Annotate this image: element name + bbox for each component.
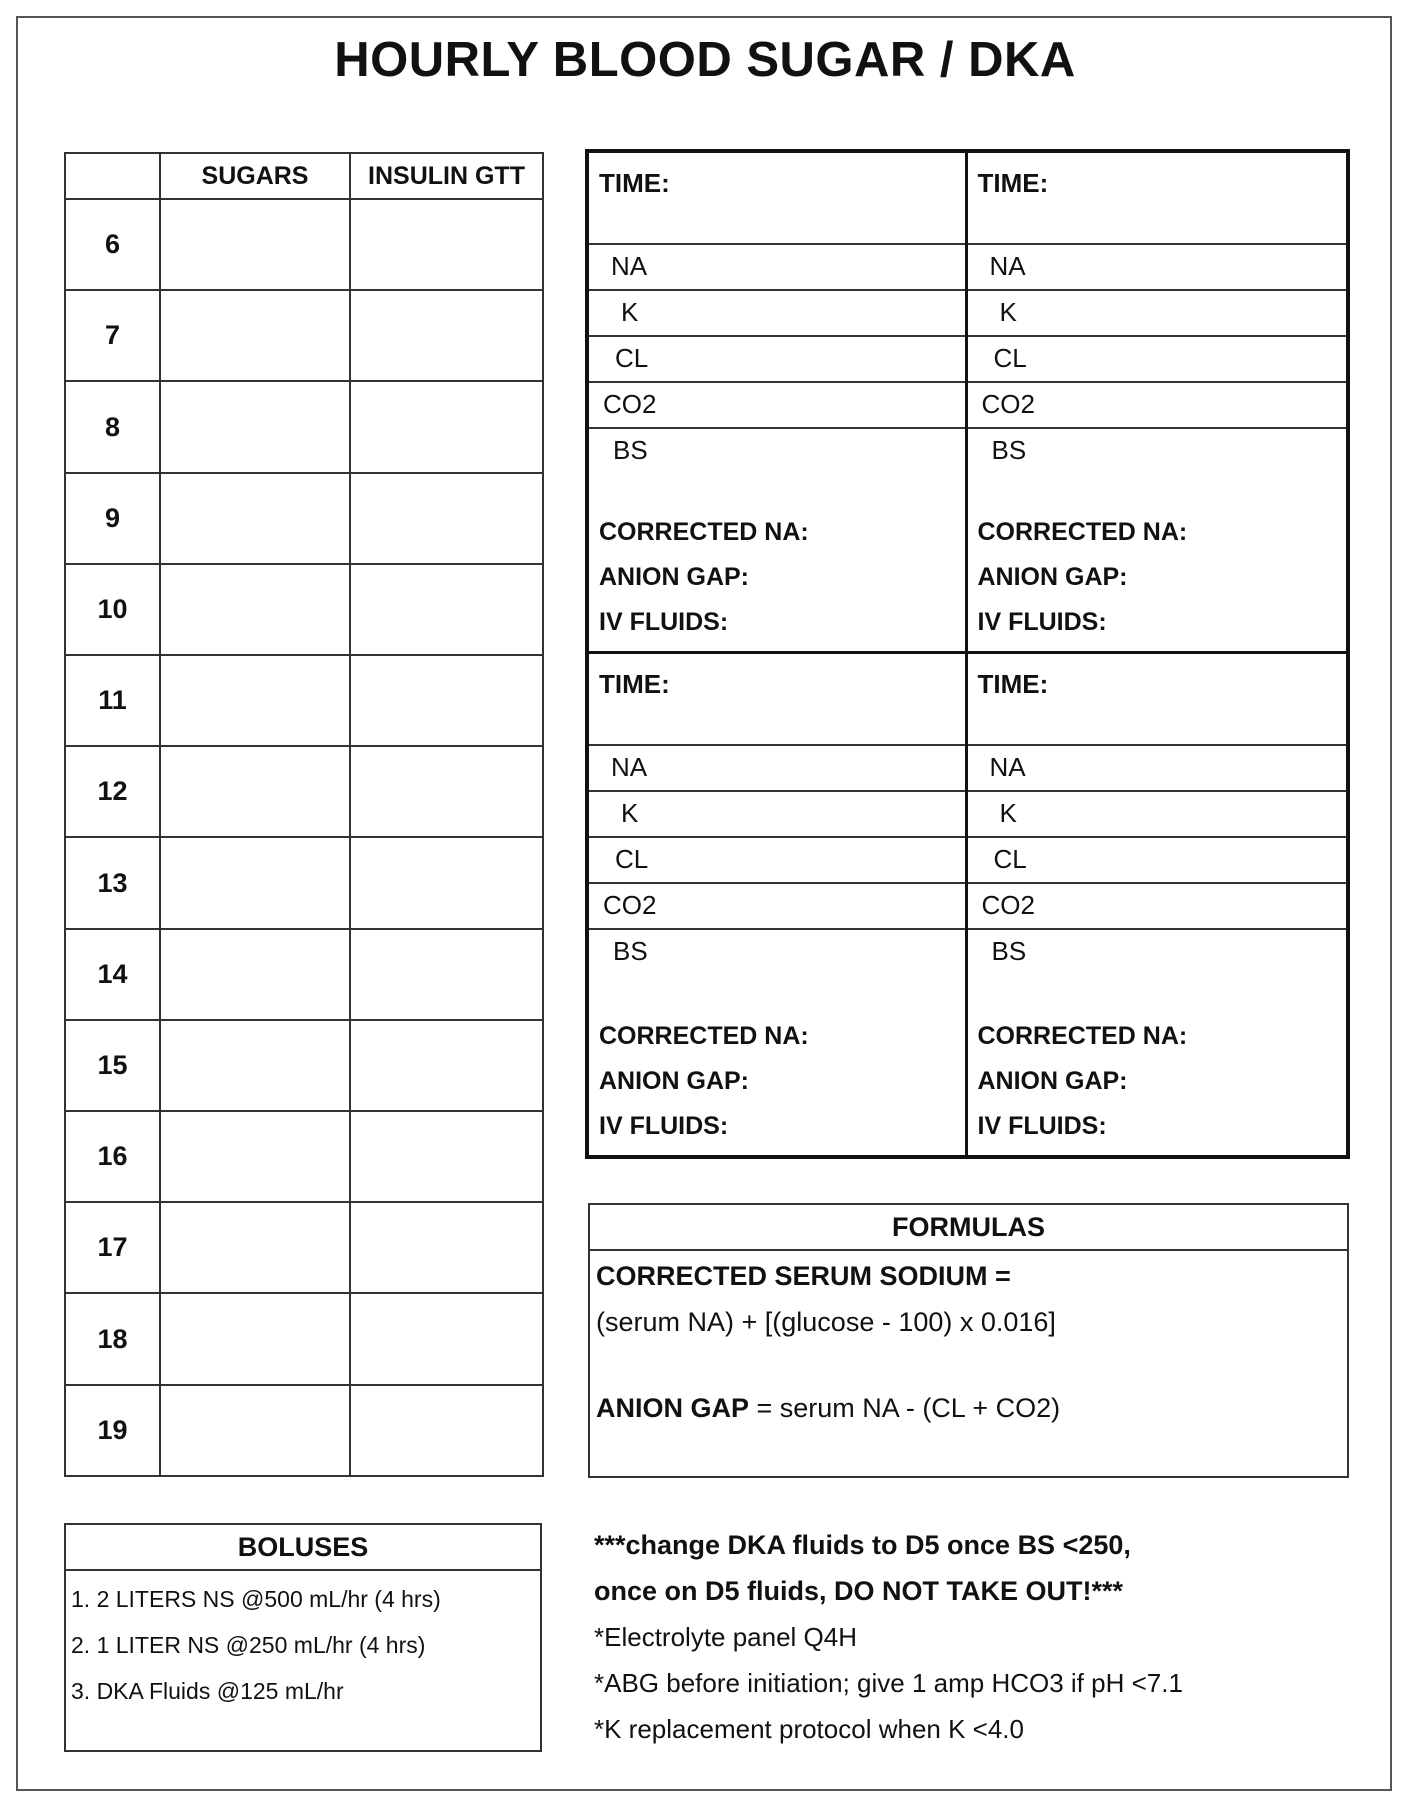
insulin-gtt-entry-cell[interactable] [350,1020,543,1111]
insulin-gtt-entry-cell[interactable] [350,1202,543,1293]
time-label[interactable]: TIME: [589,153,965,245]
hour-row [65,564,543,655]
anion-gap-label: ANION GAP [596,1393,750,1423]
lab-row-cl[interactable]: CL [589,337,965,383]
sugars-column-header: SUGARS [160,153,350,199]
hour-row [65,381,543,472]
hour-row [65,1202,543,1293]
sugars-entry-cell[interactable] [160,655,350,746]
lab-summary [968,475,1347,651]
insulin-gtt-column-header: INSULIN GTT [350,153,543,199]
sugars-entry-cell[interactable] [160,1111,350,1202]
lab-summary [589,976,965,1155]
hour-label: 17 [65,1202,160,1293]
corrected-sodium-formula: (serum NA) + [(glucose - 100) x 0.016] [596,1307,1056,1337]
bolus-item: 2. 1 LITER NS @250 mL/hr (4 hrs) [71,1632,426,1658]
summary-label: ANION GAP: [977,563,1128,591]
insulin-gtt-entry-cell[interactable] [350,1385,543,1476]
hour-row [65,1111,543,1202]
lab-row-k[interactable]: K [589,291,965,337]
hour-row [65,1020,543,1111]
hourly-body [65,199,543,1476]
hour-column-header [65,153,160,199]
hour-row [65,1293,543,1384]
hour-label: 13 [65,837,160,928]
hour-label: 16 [65,1111,160,1202]
lab-row-cl[interactable]: CL [589,838,965,884]
lab-row-co2[interactable]: CO2 [968,383,1347,429]
lab-row-co2[interactable]: CO2 [968,884,1347,930]
insulin-gtt-entry-cell[interactable] [350,564,543,655]
hourly-header-row [65,153,543,199]
sugars-entry-cell[interactable] [160,1385,350,1476]
summary-label: ANION GAP: [599,1067,749,1095]
sugars-entry-cell[interactable] [160,929,350,1020]
hour-row [65,290,543,381]
insulin-gtt-entry-cell[interactable] [350,290,543,381]
lab-panel [968,153,1347,654]
note-item: *Electrolyte panel Q4H [594,1622,858,1652]
anion-gap-formula-line [590,1393,1060,1424]
insulin-gtt-entry-cell[interactable] [350,199,543,290]
summary-label: ANION GAP: [599,563,749,591]
lab-row-na[interactable]: NA [968,746,1347,792]
insulin-gtt-entry-cell[interactable] [350,746,543,837]
sugars-entry-cell[interactable] [160,381,350,472]
hour-row [65,929,543,1020]
lab-row-co2[interactable]: CO2 [589,884,965,930]
hour-label: 8 [65,381,160,472]
note-item: *K replacement protocol when K <4.0 [594,1714,1024,1744]
insulin-gtt-entry-cell[interactable] [350,1111,543,1202]
d5-warning-line-2: once on D5 fluids, DO NOT TAKE OUT!*** [594,1576,1124,1606]
lab-row-k[interactable]: K [968,792,1347,838]
lab-row-bs[interactable]: BS [613,435,648,465]
hour-label: 6 [65,199,160,290]
summary-label: CORRECTED NA: [977,1022,1188,1050]
hour-label: 15 [65,1020,160,1111]
sugars-entry-cell[interactable] [160,290,350,381]
hour-label: 10 [65,564,160,655]
summary-label: CORRECTED NA: [599,1022,809,1050]
hour-label: 19 [65,1385,160,1476]
boluses-box [64,1523,542,1752]
hour-label: 14 [65,929,160,1020]
hour-row [65,473,543,564]
lab-row-na[interactable]: NA [589,746,965,792]
time-label[interactable]: TIME: [589,654,965,746]
sugars-entry-cell[interactable] [160,837,350,928]
sugars-entry-cell[interactable] [160,564,350,655]
insulin-gtt-entry-cell[interactable] [350,655,543,746]
summary-label: CORRECTED NA: [977,518,1188,546]
hour-label: 18 [65,1293,160,1384]
summary-label: CORRECTED NA: [599,518,809,546]
lab-row-na[interactable]: NA [968,245,1347,291]
lab-panel [589,153,968,654]
lab-panel [968,654,1347,1155]
sugars-entry-cell[interactable] [160,1020,350,1111]
note-item: *ABG before initiation; give 1 amp HCO3 if pH <7.1 [594,1668,1183,1698]
notes-section [594,1522,1384,1752]
hour-row [65,1385,543,1476]
summary-label: IV FLUIDS: [977,608,1107,636]
lab-row-bs[interactable]: BS [613,936,648,966]
formulas-heading: FORMULAS [590,1205,1347,1251]
formulas-box [588,1203,1349,1478]
hour-row [65,655,543,746]
d5-warning-line-1: ***change DKA fluids to D5 once BS <250, [594,1530,1131,1560]
time-label[interactable]: TIME: [968,654,1347,746]
anion-gap-formula: = serum NA - (CL + CO2) [749,1393,1061,1423]
hour-label: 9 [65,473,160,564]
boluses-heading: BOLUSES [66,1525,540,1571]
bolus-item: 3. DKA Fluids @125 mL/hr [71,1678,344,1704]
hour-row [65,746,543,837]
sugars-entry-cell[interactable] [160,1293,350,1384]
summary-label: IV FLUIDS: [599,608,729,636]
hour-row [65,199,543,290]
lab-panel-grid [585,149,1350,1159]
time-label[interactable]: TIME: [968,153,1347,245]
lab-row-bs[interactable]: BS [991,435,1027,465]
lab-summary [968,976,1347,1155]
lab-row-na[interactable]: NA [589,245,965,291]
hourly-table [64,152,544,1477]
corrected-sodium-label: CORRECTED SERUM SODIUM = [596,1261,1011,1291]
lab-row-co2[interactable]: CO2 [589,383,965,429]
summary-label: ANION GAP: [977,1067,1128,1095]
insulin-gtt-entry-cell[interactable] [350,381,543,472]
lab-summary [589,475,965,651]
insulin-gtt-entry-cell[interactable] [350,473,543,564]
sugars-entry-cell[interactable] [160,746,350,837]
insulin-gtt-entry-cell[interactable] [350,929,543,1020]
bolus-item: 1. 2 LITERS NS @500 mL/hr (4 hrs) [71,1586,441,1612]
lab-row-cl[interactable]: CL [968,337,1347,383]
insulin-gtt-entry-cell[interactable] [350,837,543,928]
hour-label: 7 [65,290,160,381]
lab-row-cl[interactable]: CL [968,838,1347,884]
sugars-entry-cell[interactable] [160,473,350,564]
lab-panel [589,654,968,1155]
page-title: HOURLY BLOOD SUGAR / DKA [334,33,1076,87]
sugars-entry-cell[interactable] [160,1202,350,1293]
insulin-gtt-entry-cell[interactable] [350,1293,543,1384]
lab-row-bs[interactable]: BS [991,936,1027,966]
summary-label: IV FLUIDS: [599,1112,729,1140]
hour-label: 11 [65,655,160,746]
sugars-entry-cell[interactable] [160,199,350,290]
hour-row [65,837,543,928]
lab-row-k[interactable]: K [589,792,965,838]
hour-label: 12 [65,746,160,837]
summary-label: IV FLUIDS: [977,1112,1107,1140]
lab-row-k[interactable]: K [968,291,1347,337]
